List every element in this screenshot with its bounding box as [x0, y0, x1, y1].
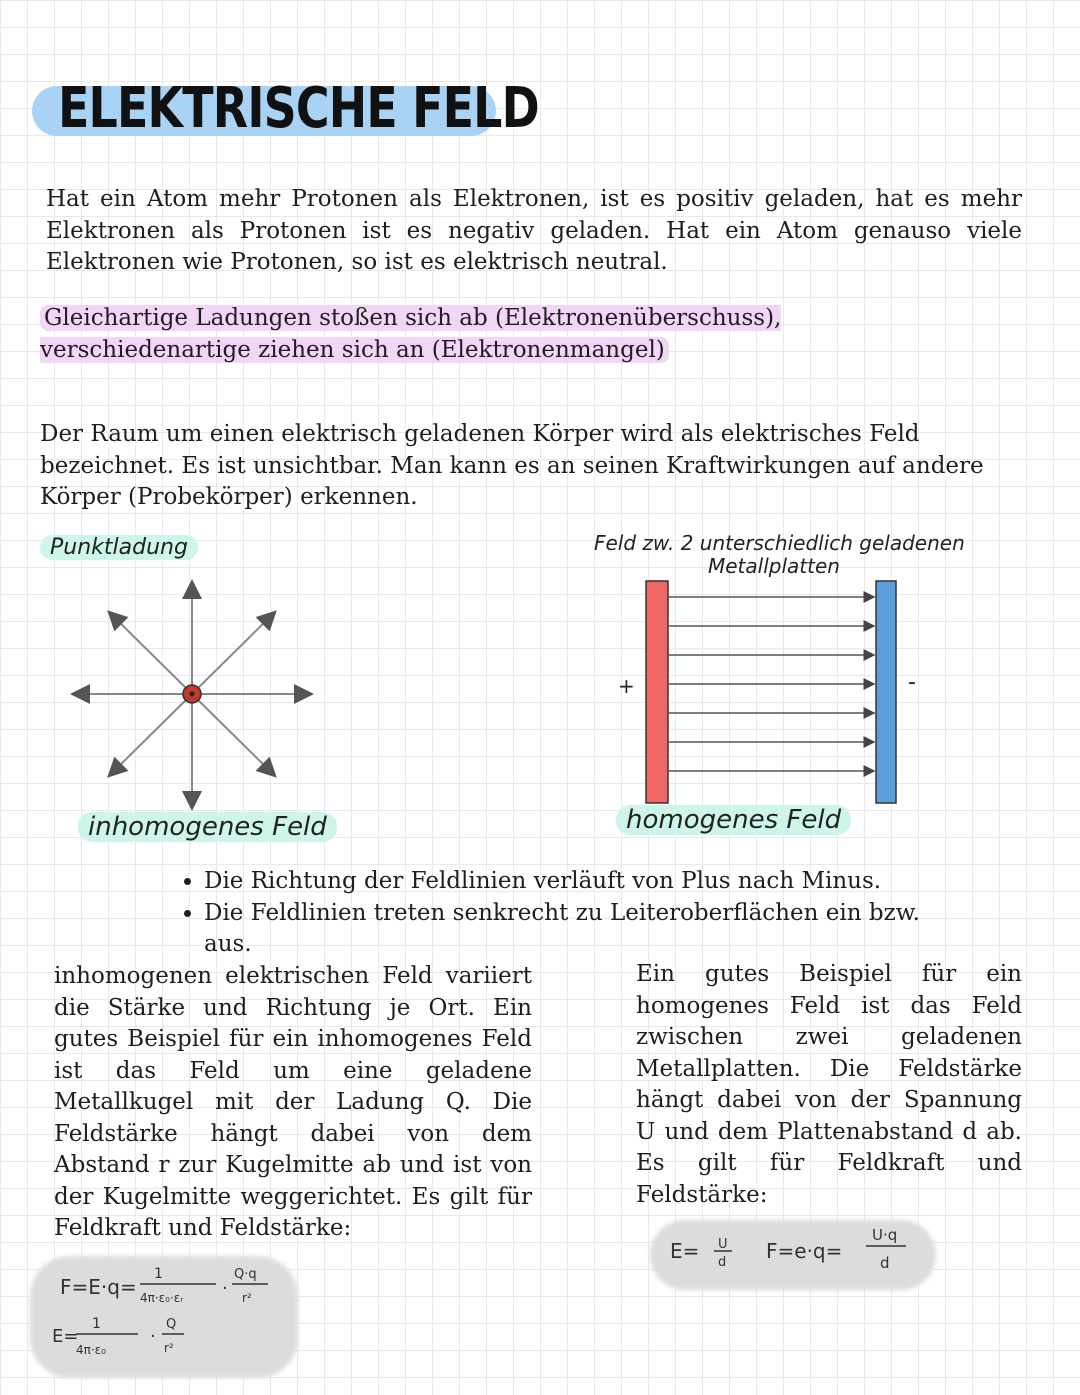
field-line-upleft [110, 613, 192, 694]
inhomogeneous-field-label: inhomogenes Feld [78, 812, 337, 842]
f1-frac2-num: Q·q [234, 1267, 257, 1282]
f1-dot: · [222, 1278, 228, 1299]
field-line-downright [192, 694, 274, 775]
paragraph-charge-interaction-text: Gleichartige Ladungen stoßen sich ab (Elektronenüberschuss), verschiedenartige ziehen sich an (Elektronenmangel) [40, 305, 782, 363]
parallel-plates-diagram [640, 575, 900, 810]
f2-lhs: E= [52, 1326, 79, 1347]
paragraph-atom-charge: Hat ein Atom mehr Protonen als Elektronen, ist es positiv geladen, hat es mehr Elektronen als Protonen ist es negativ geladen. Hat ein Atom genauso viele Elektronen wie Protonen, so ist es elektrisch neutral. [46, 186, 1022, 275]
f2-frac1-den: 4π·ε₀ [76, 1343, 106, 1357]
bullet-item: • Die Feldlinien treten senkrecht zu Leiteroberflächen ein bzw. aus. [204, 898, 920, 961]
f1-lhs: F=E·q= [60, 1275, 137, 1299]
field-line-downleft [110, 694, 192, 775]
f2-frac2-den: r² [164, 1341, 174, 1355]
left-formulas [40, 1256, 310, 1386]
page-title: ELEKTRISCHE FELD [58, 76, 539, 141]
r-f1-num: U [718, 1237, 728, 1252]
minus-sign: - [908, 670, 916, 695]
r-f1-den: d [718, 1255, 727, 1270]
f2-dot: · [150, 1326, 156, 1347]
f2-frac1-num: 1 [92, 1316, 101, 1332]
plates-caption-line1: Feld zw. 2 unterschiedlich geladenen [594, 531, 965, 555]
f1-frac1-num: 1 [154, 1266, 163, 1282]
inhomogeneous-explanation: inhomogenen elektrischen Feld variiert die Stärke und Richtung je Ort. Ein gutes Beispiel für ein inhomogenes Feld ist das Feld um eine geladene Metallkugel mit der Ladung Q. Die Feldstärke hängt dabei von dem Abstand r zur Kugelmitte ab und ist von der Kugelmitte weggerichtet. Es gilt für Feldkraft und Feldstärke: [54, 963, 532, 1241]
r-f2-num: U·q [872, 1226, 898, 1244]
f1-frac1-den: 4π·ε₀·εᵣ [140, 1291, 184, 1305]
right-formulas [660, 1216, 930, 1296]
r-f2-den: d [880, 1254, 890, 1272]
bullet-list [176, 866, 920, 961]
paragraph-field-definition: Der Raum um einen elektrisch geladenen Körper wird als elektrisches Feld bezeichnet. Es ist unsichtbar. Man kann es an seinen Kraftwirkungen auf andere Körper (Probekörper) erkennen. [40, 421, 984, 510]
f2-frac2-num: Q [166, 1317, 177, 1332]
homogeneous-explanation: Ein gutes Beispiel für ein homogenes Feld ist das Feld zwischen zwei geladenen Metallplatten. Die Feldstärke hängt dabei von der Spannung U und dem Plattenabstand d ab. Es gilt für Feldkraft und Feldstärke: [636, 961, 1022, 1208]
field-line-upright [192, 613, 274, 694]
positive-plate [646, 581, 668, 803]
homogeneous-field-label: homogenes Feld [616, 805, 851, 835]
point-charge-label: Punktladung [40, 535, 198, 560]
r-f1-lhs: E= [670, 1239, 700, 1263]
paragraph-charge-interaction [40, 303, 980, 366]
negative-plate [876, 581, 896, 803]
point-charge-diagram [60, 575, 330, 815]
plates-caption-line2: Metallplatten [708, 554, 840, 578]
plus-sign: + [618, 674, 635, 698]
r-f2-lhs: F=e·q= [766, 1239, 843, 1263]
f1-frac2-den: r² [242, 1291, 252, 1305]
bullet-item: • Die Richtung der Feldlinien verläuft von Plus nach Minus. [204, 866, 920, 898]
